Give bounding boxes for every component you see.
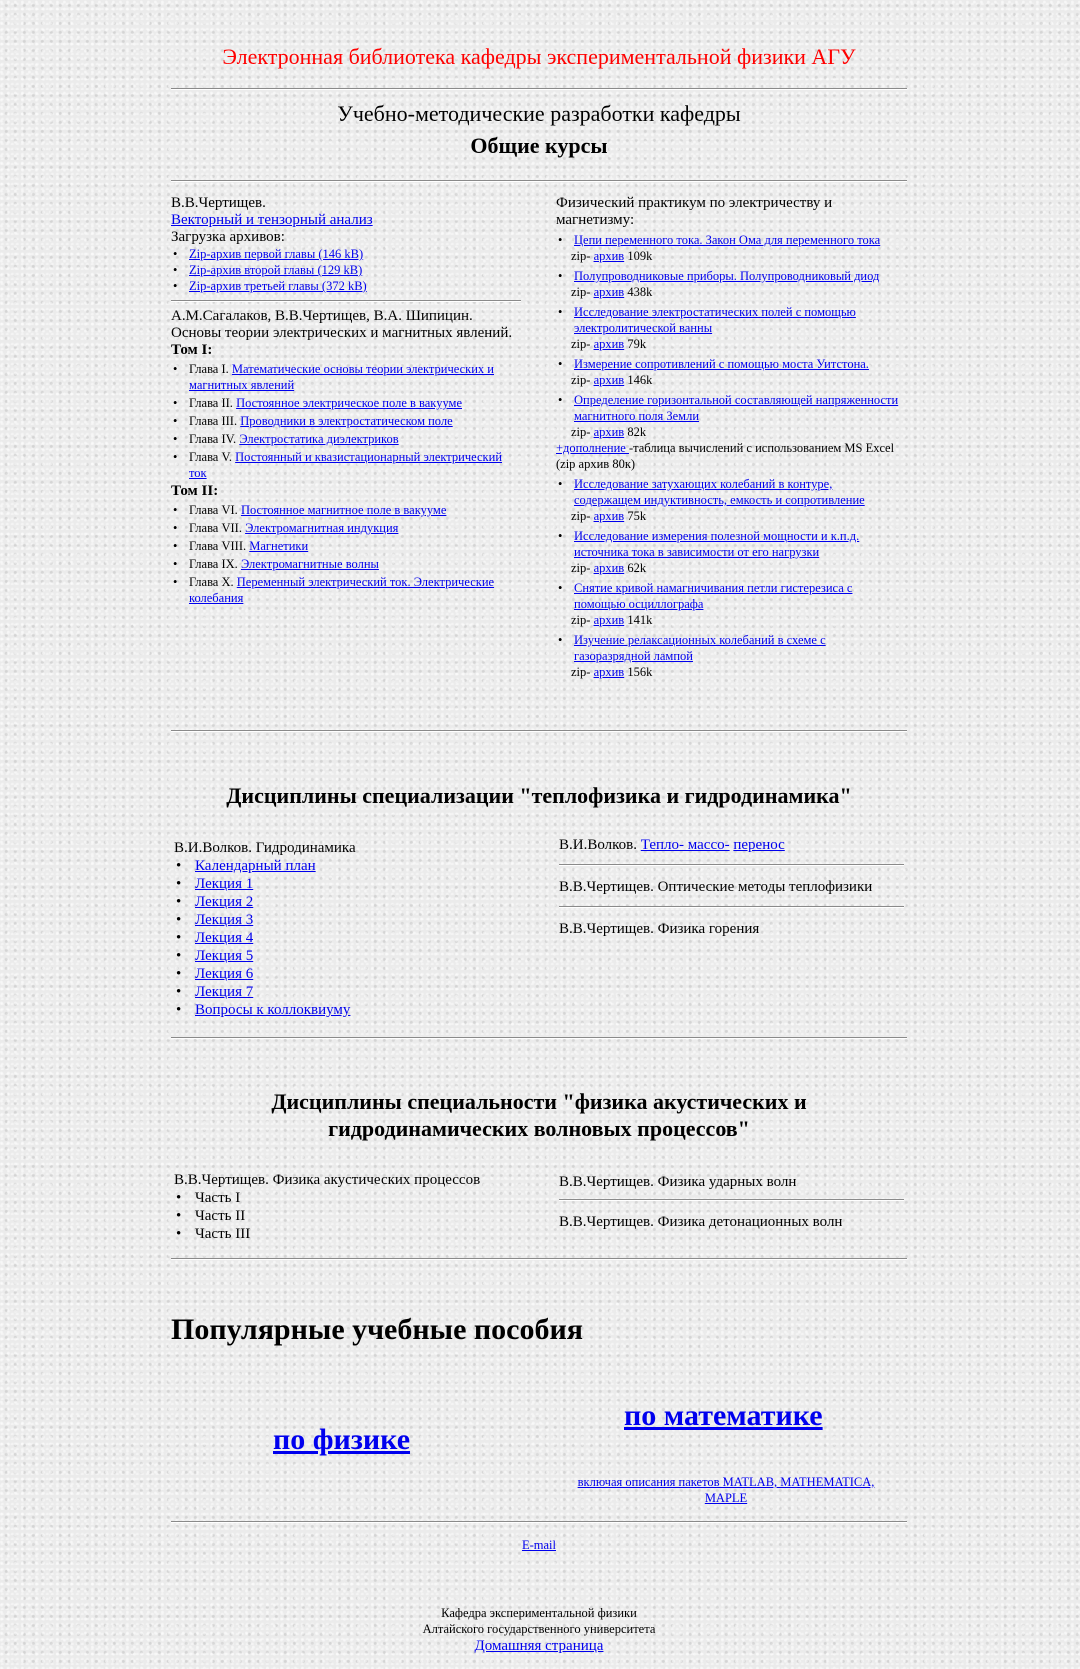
chapter-link[interactable]: Магнетики [249,539,309,553]
list-item [556,356,901,372]
heat-author: В.И.Волков. [559,837,637,853]
zip-archive-link[interactable]: архив [593,561,625,575]
supplement-link[interactable]: +дополнение [556,441,629,455]
supplement-text: -таблица вычислений с использованием MS Excel (zip архив 80к) [556,441,895,471]
lab-link[interactable]: Цепи переменного тока. Закон Ома для переменного тока [574,233,881,247]
volume-2-chapters [171,502,521,606]
chapter-link[interactable]: Электромагнитная индукция [245,521,399,535]
list-item [174,857,534,875]
practicum-list [556,632,901,664]
list-item [556,392,901,424]
divider [559,1199,904,1201]
chapter-link[interactable]: Проводники в электростатическом поле [240,414,453,428]
email-wrapper [171,1538,907,1553]
chapter-link[interactable]: Электромагнитные волны [240,557,379,571]
file-size: 82k [627,425,647,439]
thermo-heading: Дисциплины специализации "теплофизика и гидродинамика" [226,783,852,808]
practicum-list [556,232,901,248]
list-item [171,574,521,606]
divider [559,864,904,866]
colloquium-questions-link[interactable]: Вопросы к коллоквиуму [195,1002,351,1018]
chapter-prefix: Глава VI. [189,503,238,517]
list-item [171,262,521,278]
file-size: 146k [627,373,653,387]
section-title-general: Общие курсы [470,133,608,158]
lab-link[interactable]: Исследование измерения полезной мощности и к.п.д. источника тока в зависимости от его нагрузки [574,529,860,559]
lecture-link[interactable]: Лекция 2 [195,894,254,910]
heat-mass-link[interactable]: Тепло- массо- [640,837,730,853]
zip-prefix: zip- [571,561,591,575]
zip-row [556,664,901,680]
list-item [171,413,521,429]
calendar-plan-link[interactable]: Календарный план [195,858,316,874]
zip-prefix: zip- [571,665,591,679]
list-item [174,947,534,965]
file-size: 62k [627,561,647,575]
zip-archive-link[interactable]: архив [593,337,625,351]
chapter-link[interactable]: Постоянное электрическое поле в вакууме [236,396,462,410]
zip-row [556,424,901,440]
practicum-list [556,392,901,424]
zip-row [556,508,901,524]
lab-link[interactable]: Измерение сопротивлений с помощью моста Уитстона. [574,357,869,371]
list-item: • Часть II [174,1207,534,1225]
page-subtitle: Учебно-методические разработки кафедры [337,101,741,126]
list-item [556,304,901,336]
home-page-link[interactable]: Домашняя страница [474,1638,604,1654]
divider [171,1037,907,1039]
lab-link[interactable]: Изучение релаксационных колебаний в схеме с газоразрядной лампой [574,633,826,663]
practicum-list [556,528,901,560]
list-item [171,520,521,536]
chapter-prefix: Глава VIII. [189,539,247,553]
chapter-link[interactable]: Переменный электрический ток. Электрические колебания [189,575,495,605]
zip-archive-link[interactable]: архив [593,613,625,627]
optics-course: В.В.Чертищев. Оптические методы теплофизики [559,879,873,895]
practicum-list [556,268,901,284]
lecture-link[interactable]: Лекция 6 [195,966,254,982]
acoustic-block [174,1171,534,1243]
footer-university: Алтайского государственного университета [422,1622,656,1636]
acoustic-heading-line: гидродинамических волновых процессов" [328,1116,750,1141]
zip-row [556,336,901,352]
site-title: Электронная библиотека кафедры экспериментальной физики АГУ [222,44,856,69]
email-link[interactable]: E-mail [521,1538,556,1552]
lab-link[interactable]: Исследование электростатических полей с помощью электролитической ванны [574,305,856,335]
acoustic-heading-line: Дисциплины специальности "физика акустических и [271,1089,807,1114]
zip-archive-link[interactable]: архив [593,373,625,387]
acoustic-parts [174,1189,534,1243]
hydro-block [174,839,534,1019]
zip-row [556,284,901,300]
acoustic-heading [171,1088,907,1142]
list-item [171,246,521,262]
zip-row [556,560,901,576]
list-item [174,965,534,983]
footer-department: Кафедра экспериментальной физики [441,1606,637,1620]
file-size: 438k [627,285,653,299]
list-item [171,278,521,294]
divider [171,1521,907,1523]
zip-prefix: zip- [571,337,591,351]
archive-link-2[interactable]: Zip-архив второй главы (129 kB) [189,263,363,277]
chapter-prefix: Глава IX. [189,557,238,571]
chapter-prefix: Глава V. [189,450,233,464]
lab-link[interactable]: Снятие кривой намагничивания петли гистерезиса с помощью осциллографа [574,581,853,611]
list-item [171,395,521,411]
divider [559,906,904,908]
lab-link[interactable]: Полупроводниковые приборы. Полупроводниковый диод [574,269,880,283]
list-item [171,538,521,554]
chapter-prefix: Глава X. [189,575,234,589]
physics-link-wrapper [273,1423,410,1457]
supplement-note [556,440,901,472]
chapter-link[interactable]: Электростатика диэлектриков [239,432,399,446]
zip-prefix: zip- [571,249,591,263]
list-item [174,929,534,947]
list-item [556,268,901,284]
practicum-title: Физический практикум по электричеству и магнетизму: [556,195,833,228]
chapter-prefix: Глава VII. [189,521,242,535]
vector-author: В.В.Чертищев. [171,195,266,211]
electro-title: Основы теории электрических и магнитных явлений. [171,325,513,341]
list-item: • Часть III [174,1225,534,1243]
volume-1-chapters [171,361,521,481]
list-item [171,502,521,518]
chapter-link[interactable]: Постоянное магнитное поле в вакууме [240,503,447,517]
electro-authors: А.М.Сагалаков, В.В.Чертищев, В.А. Шипицин. [171,308,473,324]
math-link-wrapper [624,1399,823,1433]
file-size: 141k [627,613,653,627]
math-note-wrapper [571,1474,881,1506]
practicum-list [556,580,901,612]
practicum-list [556,304,901,336]
divider [171,180,907,182]
zip-row [556,372,901,388]
volume-2-label: Том II: [171,483,219,499]
list-item [174,1001,534,1019]
lecture-link[interactable]: Лекция 3 [195,912,254,928]
list-item [174,893,534,911]
archive-link-1[interactable]: Zip-архив первой главы (146 kB) [189,247,364,261]
divider [171,88,907,90]
popular-heading: Популярные учебные пособия [171,1313,584,1346]
vector-analysis-link[interactable]: Векторный и тензорный анализ [171,212,373,228]
list-item [556,232,901,248]
list-item [171,556,521,572]
chapter-prefix: Глава II. [189,396,233,410]
archive-list [171,246,521,294]
thermo-right-column [559,836,904,938]
list-item [174,983,534,1001]
math-packages-link[interactable]: включая описания пакетов MATLAB, MATHEMATICA, MAPLE [577,1475,875,1505]
acoustic-course-title: В.В.Чертищев. Физика акустических процессов [174,1172,481,1188]
chapter-link[interactable]: Математические основы теории электрических и магнитных явлений [189,362,494,392]
chapter-prefix: Глава IV. [189,432,237,446]
chapter-prefix: Глава III. [189,414,238,428]
zip-archive-link[interactable]: архив [593,509,625,523]
lecture-link[interactable]: Лекция 7 [195,984,254,1000]
hydro-lecture-list [174,857,534,1019]
zip-row [556,248,901,264]
list-item [171,361,521,393]
math-textbooks-link[interactable]: по математике [624,1399,823,1432]
hydro-title: В.И.Волков. Гидродинамика [174,840,356,856]
lab-link[interactable]: Определение горизонтальной составляющей напряженности магнитного поля Земли [574,393,899,423]
list-item [556,632,901,664]
practicum-list [556,476,901,508]
zip-archive-link[interactable]: архив [593,249,625,263]
file-size: 109k [627,249,653,263]
transfer-link[interactable]: перенос [733,837,785,853]
file-size: 79k [627,337,647,351]
combustion-course: В.В.Чертищев. Физика горения [559,921,760,937]
practicum-column [556,195,901,680]
list-item [171,449,521,481]
archive-link-3[interactable]: Zip-архив третьей главы (372 kB) [189,279,367,293]
shock-waves-course: В.В.Чертищев. Физика ударных волн [559,1174,797,1190]
practicum-list [556,356,901,372]
chapter-link[interactable]: Постоянный и квазистационарный электрический ток [189,450,503,480]
list-item [174,875,534,893]
detonation-waves-course: В.В.Чертищев. Физика детонационных волн [559,1214,843,1230]
chapter-prefix: Глава I. [189,362,229,376]
left-courses-column [171,195,521,608]
zip-prefix: zip- [571,613,591,627]
zip-archive-link[interactable]: архив [593,425,625,439]
file-size: 156k [627,665,653,679]
volume-1-label: Том I: [171,342,213,358]
divider [171,300,521,302]
zip-prefix: zip- [571,373,591,387]
zip-prefix: zip- [571,425,591,439]
list-item: • Часть I [174,1189,534,1207]
list-item [174,911,534,929]
zip-archive-link[interactable]: архив [593,285,625,299]
zip-archive-link[interactable]: архив [593,665,625,679]
lab-link[interactable]: Исследование затухающих колебаний в контуре, содержащем индуктивность, емкость и сопротивление [574,477,865,507]
divider [171,730,907,732]
lecture-link[interactable]: Лекция 5 [195,948,254,964]
lecture-link[interactable]: Лекция 1 [195,876,254,892]
list-item [171,431,521,447]
list-item [556,528,901,560]
heat-transfer-row [559,836,904,854]
divider [171,1258,907,1260]
zip-prefix: zip- [571,509,591,523]
list-item [556,580,901,612]
list-item [556,476,901,508]
acoustic-right-column [559,1173,904,1231]
physics-textbooks-link[interactable]: по физике [273,1423,411,1456]
zip-row [556,612,901,628]
zip-prefix: zip- [571,285,591,299]
downloads-label: Загрузка архивов: [171,229,285,245]
file-size: 75k [627,509,647,523]
lecture-link[interactable]: Лекция 4 [195,930,254,946]
footer [171,1605,907,1655]
